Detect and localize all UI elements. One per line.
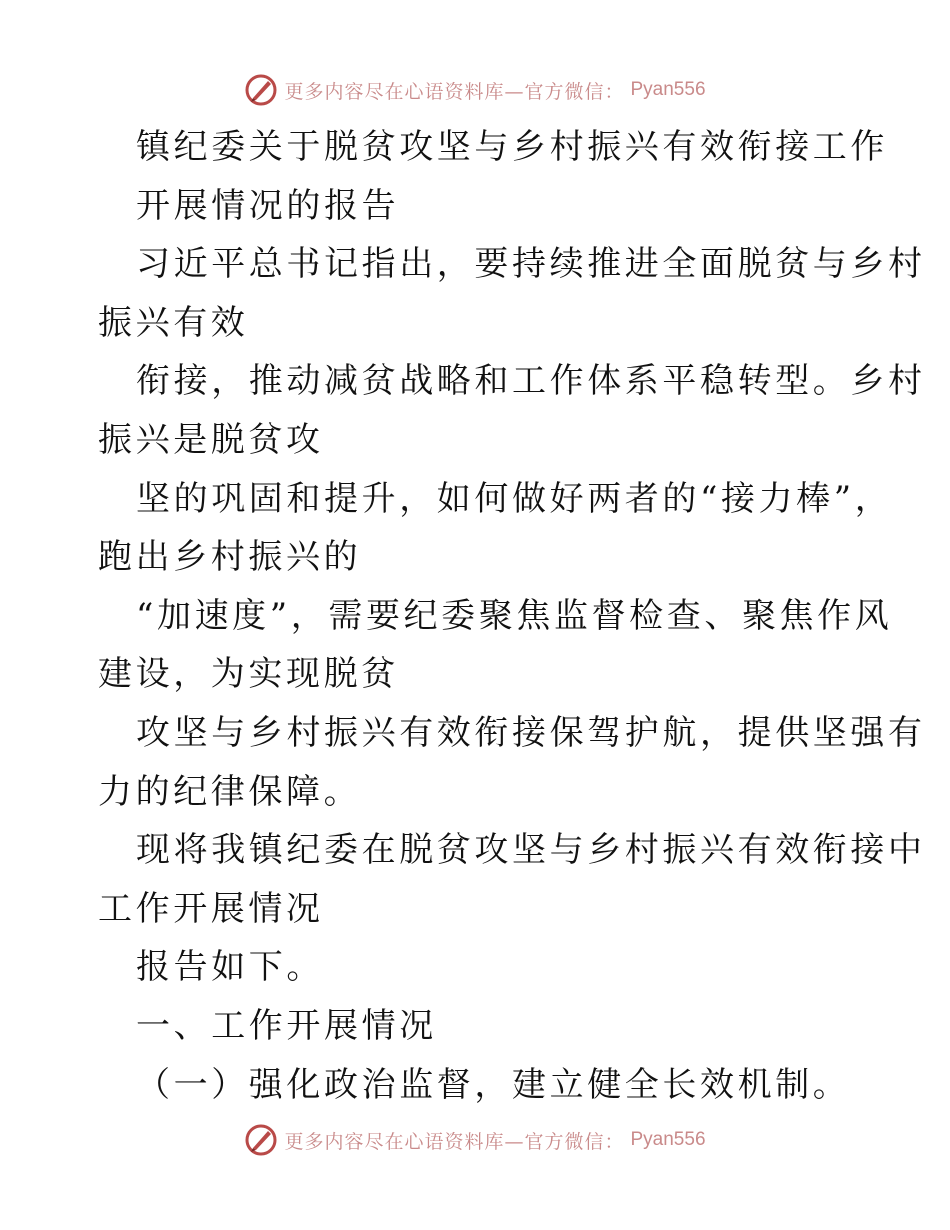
paragraph-line: 现将我镇纪委在脱贫攻坚与乡村振兴有效衔接中 — [136, 830, 926, 871]
title-line-2: 开展情况的报告 — [136, 185, 400, 226]
watermark-wechat-id: Pyan556 — [630, 79, 706, 100]
paragraph-line: 跑出乡村振兴的 — [98, 537, 362, 578]
pen-logo-icon — [244, 1123, 278, 1157]
paragraph-line: 振兴是脱贫攻 — [98, 419, 324, 460]
paragraph-line: “加速度”，需要纪委聚焦监督检查、聚焦作风 — [136, 595, 893, 636]
paragraph-line: 建设，为实现脱贫 — [98, 654, 399, 695]
subsection-heading: （一）强化政治监督，建立健全长效机制。 — [136, 1064, 851, 1105]
paragraph-line: 力的纪律保障。 — [98, 771, 362, 812]
footer-watermark — [0, 1120, 950, 1160]
section-heading: 一、工作开展情况 — [136, 1005, 437, 1046]
watermark-wechat-id: Pyan556 — [630, 1129, 706, 1150]
paragraph-line: 工作开展情况 — [98, 888, 324, 929]
paragraph-line: 报告如下。 — [136, 947, 324, 988]
paragraph-line: 坚的巩固和提升，如何做好两者的“接力棒”， — [136, 478, 893, 519]
paragraph-line: 振兴有效 — [98, 302, 249, 343]
paragraph-line: 攻坚与乡村振兴有效衔接保驾护航，提供坚强有 — [136, 712, 926, 753]
watermark-text: 更多内容尽在心语资料库—官方微信： — [284, 80, 625, 103]
document-body — [98, 118, 926, 1114]
title-line-1: 镇纪委关于脱贫攻坚与乡村振兴有效衔接工作 — [136, 127, 888, 167]
pen-logo-icon — [244, 73, 278, 107]
paragraph-line: 习近平总书记指出，要持续推进全面脱贫与乡村 — [136, 244, 926, 285]
paragraph-line: 衔接，推动减贫战略和工作体系平稳转型。乡村 — [136, 361, 926, 402]
watermark-text: 更多内容尽在心语资料库—官方微信： — [284, 1130, 625, 1153]
header-watermark — [0, 70, 950, 110]
